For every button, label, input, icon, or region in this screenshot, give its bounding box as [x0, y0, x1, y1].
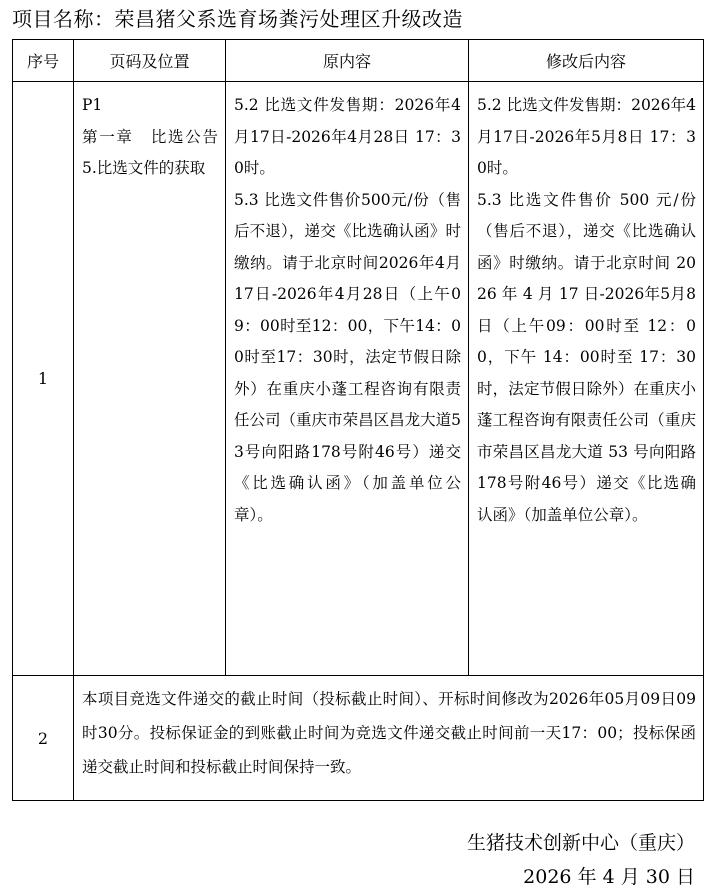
- row-index: 1: [13, 82, 74, 676]
- row-revised-content: [469, 82, 704, 676]
- header-location: 页码及位置: [74, 40, 226, 82]
- revised-paragraph: 5.2 比选文件发售期：2026年4月17日-2026年5月8日 17：30时。: [477, 96, 696, 177]
- changes-table: [12, 39, 704, 801]
- original-paragraph: 5.3 比选文件售价500元/份（售后不退），递交《比选确认函》时缴纳。请于北京时间2026年4月17日-2026年4月28日（上午09：00时至12：00，下午14：00时至17：30时，法定节假日除外）在重庆小蓬工程咨询有限责任公司（重庆市荣昌区昌龙大道53号向阳路178号附46号）递交《比选确认函》（加盖单位公章）。: [234, 190, 461, 524]
- header-revised: 修改后内容: [469, 40, 704, 82]
- original-paragraph: 5.2 比选文件发售期：2026年4月17日-2026年4月28日 17：30时。: [234, 96, 461, 177]
- row-location: [74, 82, 226, 676]
- signature-organization: 生猪技术创新中心（重庆）: [466, 832, 695, 854]
- row-index: 2: [13, 676, 74, 801]
- project-title: 项目名称：荣昌猪父系选育场粪污处理区升级改造: [12, 7, 463, 31]
- header-original: 原内容: [226, 40, 469, 82]
- table-header-row: [13, 40, 704, 82]
- row-merged-content: [74, 676, 704, 801]
- location-section: 第一章 比选公告 5.比选文件的获取: [82, 127, 218, 177]
- signature-date: 2026 年 4 月 30 日: [523, 866, 695, 888]
- revised-paragraph: 5.3 比选文件售价 500 元/份（售后不退），递交《比选确认函》时缴纳。请于北京时间 2026 年 4 月 17 日-2026年5月8日（上午09：00时至 12：00，下午 14：00时至 17：30 时，法定节假日除外）在重庆小蓬工程咨询有限责任公司（重庆市荣昌区昌龙大道 53 号向阳路178号附46号）递交《比选确认函》（加盖单位公章）。: [477, 190, 696, 524]
- table-row: [13, 676, 704, 801]
- signature-block: [467, 826, 695, 894]
- header-index: 序号: [13, 40, 74, 82]
- table-row: [13, 82, 704, 676]
- row-original-content: [226, 82, 469, 676]
- location-page: P1: [82, 96, 103, 114]
- merged-paragraph: 本项目竞选文件递交的截止时间（投标截止时间）、开标时间修改为2026年05月09日09时30分。投标保证金的到账截止时间为竞选文件递交截止时间前一天17：00；投标保函递交截止时间和投标截止时间保持一致。: [82, 690, 696, 776]
